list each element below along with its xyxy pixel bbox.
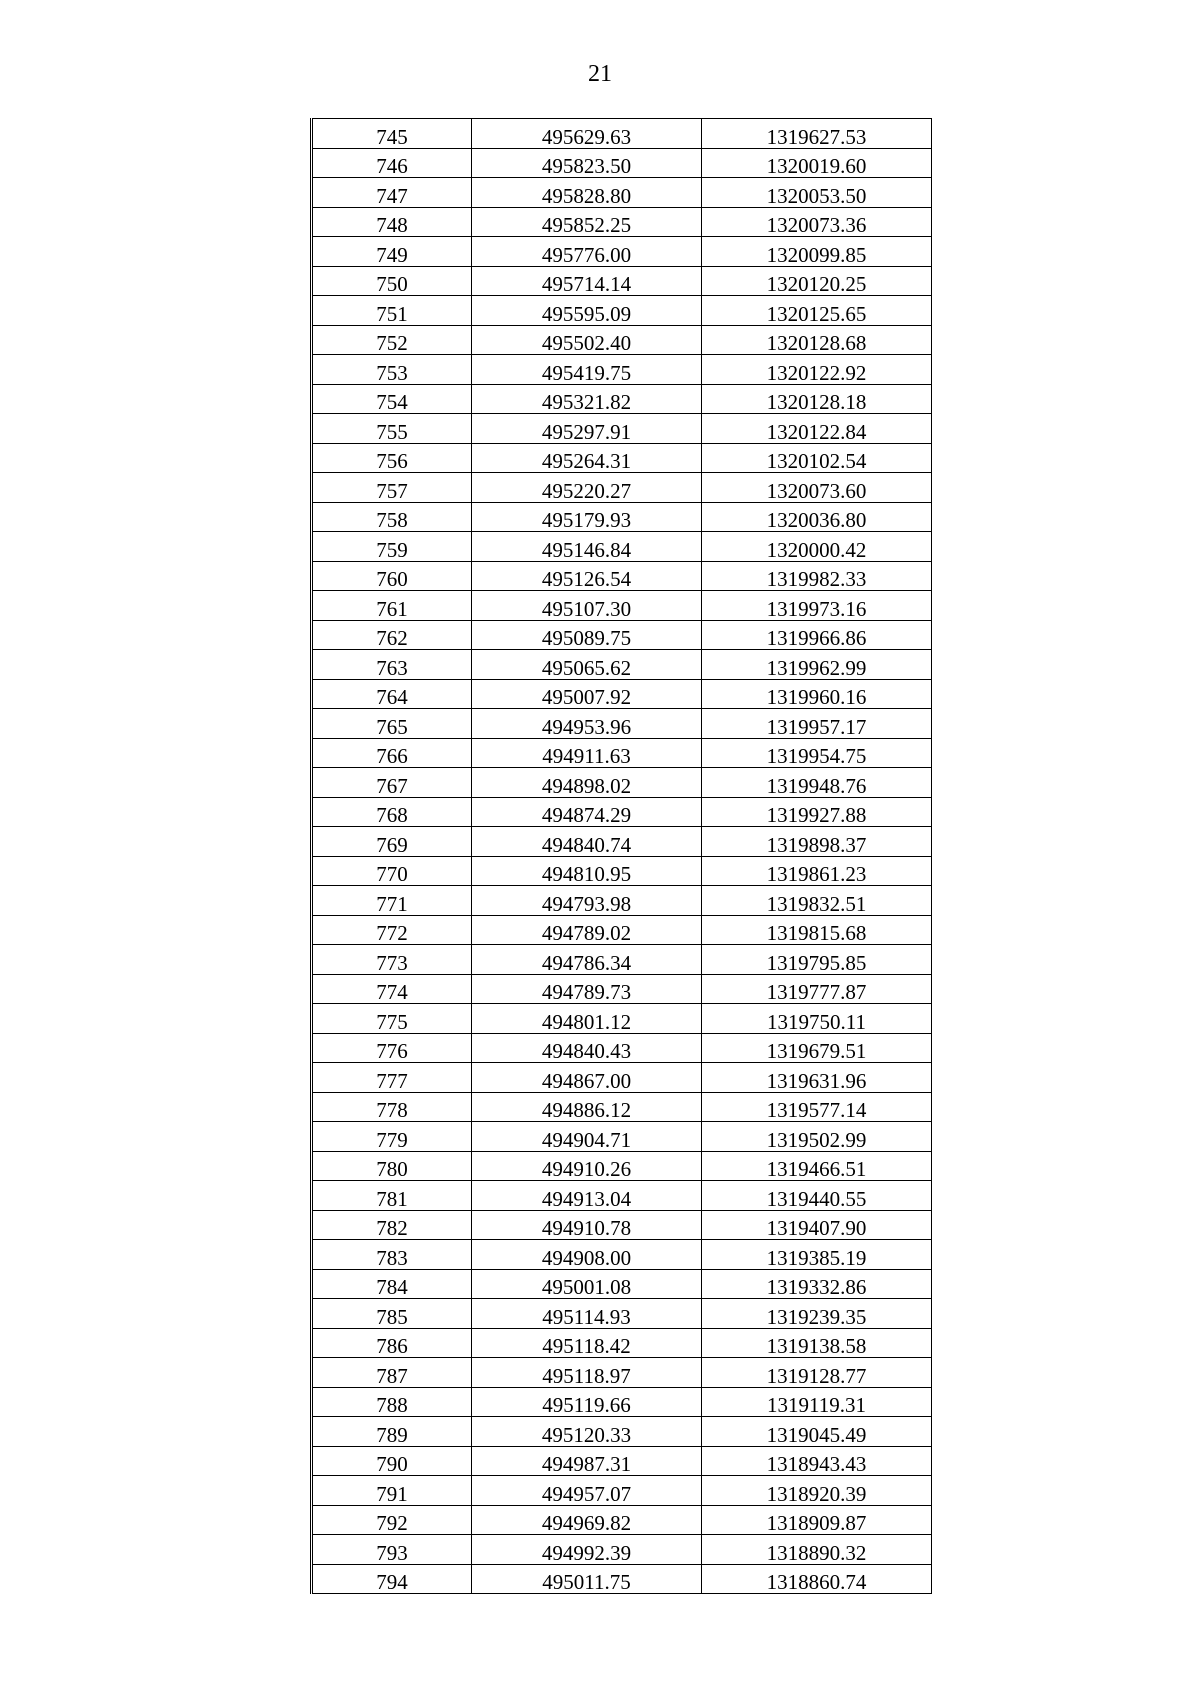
table-row [312, 650, 932, 680]
table-row [312, 1505, 932, 1535]
y-coordinate-cell: 1318890.32 [702, 1535, 932, 1565]
x-coordinate-cell: 494886.12 [472, 1092, 702, 1122]
y-coordinate-cell: 1319045.49 [702, 1417, 932, 1447]
table-row [312, 709, 932, 739]
table-row [312, 561, 932, 591]
point-number-cell: 787 [312, 1358, 472, 1388]
x-coordinate-cell: 495114.93 [472, 1299, 702, 1329]
y-coordinate-cell: 1319982.33 [702, 561, 932, 591]
point-number-cell: 768 [312, 797, 472, 827]
x-coordinate-cell: 494840.43 [472, 1033, 702, 1063]
point-number-cell: 760 [312, 561, 472, 591]
point-number-cell: 747 [312, 178, 472, 208]
table-row [312, 1181, 932, 1211]
x-coordinate-cell: 495146.84 [472, 532, 702, 562]
y-coordinate-cell: 1320019.60 [702, 148, 932, 178]
table-row [312, 945, 932, 975]
x-coordinate-cell: 494992.39 [472, 1535, 702, 1565]
point-number-cell: 750 [312, 266, 472, 296]
table-row [312, 1240, 932, 1270]
y-coordinate-cell: 1318920.39 [702, 1476, 932, 1506]
table-row [312, 1092, 932, 1122]
table-row [312, 1004, 932, 1034]
point-number-cell: 776 [312, 1033, 472, 1063]
table-row [312, 974, 932, 1004]
table-row [312, 1151, 932, 1181]
x-coordinate-cell: 494840.74 [472, 827, 702, 857]
point-number-cell: 786 [312, 1328, 472, 1358]
y-coordinate-cell: 1320120.25 [702, 266, 932, 296]
point-number-cell: 755 [312, 414, 472, 444]
x-coordinate-cell: 495502.40 [472, 325, 702, 355]
y-coordinate-cell: 1319973.16 [702, 591, 932, 621]
y-coordinate-cell: 1319954.75 [702, 738, 932, 768]
y-coordinate-cell: 1319239.35 [702, 1299, 932, 1329]
y-coordinate-cell: 1320122.84 [702, 414, 932, 444]
x-coordinate-cell: 495107.30 [472, 591, 702, 621]
point-number-cell: 785 [312, 1299, 472, 1329]
table-row [312, 679, 932, 709]
table-row [312, 325, 932, 355]
y-coordinate-cell: 1319502.99 [702, 1122, 932, 1152]
page-number: 21 [588, 61, 612, 87]
y-coordinate-cell: 1319948.76 [702, 768, 932, 798]
point-number-cell: 745 [312, 119, 472, 149]
x-coordinate-cell: 495419.75 [472, 355, 702, 385]
point-number-cell: 777 [312, 1063, 472, 1093]
x-coordinate-cell: 495065.62 [472, 650, 702, 680]
point-number-cell: 794 [312, 1564, 472, 1594]
point-number-cell: 770 [312, 856, 472, 886]
y-coordinate-cell: 1319679.51 [702, 1033, 932, 1063]
y-coordinate-cell: 1319960.16 [702, 679, 932, 709]
table-row [312, 738, 932, 768]
y-coordinate-cell: 1319407.90 [702, 1210, 932, 1240]
table-row [312, 1063, 932, 1093]
table-row [312, 856, 932, 886]
table-row [312, 119, 932, 149]
point-number-cell: 775 [312, 1004, 472, 1034]
point-number-cell: 751 [312, 296, 472, 326]
point-number-cell: 781 [312, 1181, 472, 1211]
point-number-cell: 764 [312, 679, 472, 709]
x-coordinate-cell: 494904.71 [472, 1122, 702, 1152]
y-coordinate-cell: 1320102.54 [702, 443, 932, 473]
x-coordinate-cell: 495629.63 [472, 119, 702, 149]
point-number-cell: 765 [312, 709, 472, 739]
table-row [312, 443, 932, 473]
table-row [312, 414, 932, 444]
y-coordinate-cell: 1319750.11 [702, 1004, 932, 1034]
point-number-cell: 784 [312, 1269, 472, 1299]
x-coordinate-cell: 494789.02 [472, 915, 702, 945]
x-coordinate-cell: 495011.75 [472, 1564, 702, 1594]
x-coordinate-cell: 494801.12 [472, 1004, 702, 1034]
table-row [312, 1564, 932, 1594]
y-coordinate-cell: 1319138.58 [702, 1328, 932, 1358]
table-row [312, 473, 932, 503]
y-coordinate-cell: 1318943.43 [702, 1446, 932, 1476]
point-number-cell: 762 [312, 620, 472, 650]
x-coordinate-cell: 495118.42 [472, 1328, 702, 1358]
y-coordinate-cell: 1320000.42 [702, 532, 932, 562]
point-number-cell: 782 [312, 1210, 472, 1240]
table-row [312, 827, 932, 857]
table-row [312, 1446, 932, 1476]
x-coordinate-cell: 495007.92 [472, 679, 702, 709]
x-coordinate-cell: 494910.26 [472, 1151, 702, 1181]
y-coordinate-cell: 1319332.86 [702, 1269, 932, 1299]
table-row [312, 620, 932, 650]
y-coordinate-cell: 1320122.92 [702, 355, 932, 385]
table-row [312, 1387, 932, 1417]
x-coordinate-cell: 495001.08 [472, 1269, 702, 1299]
y-coordinate-cell: 1319966.86 [702, 620, 932, 650]
y-coordinate-cell: 1320036.80 [702, 502, 932, 532]
table-row [312, 886, 932, 916]
x-coordinate-cell: 494867.00 [472, 1063, 702, 1093]
table-row [312, 502, 932, 532]
point-number-cell: 779 [312, 1122, 472, 1152]
y-coordinate-cell: 1319815.68 [702, 915, 932, 945]
y-coordinate-cell: 1319128.77 [702, 1358, 932, 1388]
table-row [312, 1358, 932, 1388]
y-coordinate-cell: 1319861.23 [702, 856, 932, 886]
coordinates-table-body [312, 119, 932, 1594]
y-coordinate-cell: 1319577.14 [702, 1092, 932, 1122]
table-row [312, 1122, 932, 1152]
table-row [312, 532, 932, 562]
y-coordinate-cell: 1320053.50 [702, 178, 932, 208]
point-number-cell: 772 [312, 915, 472, 945]
point-number-cell: 790 [312, 1446, 472, 1476]
table-row [312, 266, 932, 296]
y-coordinate-cell: 1319631.96 [702, 1063, 932, 1093]
x-coordinate-cell: 495823.50 [472, 148, 702, 178]
table-row [312, 355, 932, 385]
x-coordinate-cell: 494957.07 [472, 1476, 702, 1506]
table-row [312, 1417, 932, 1447]
x-coordinate-cell: 495714.14 [472, 266, 702, 296]
x-coordinate-cell: 495119.66 [472, 1387, 702, 1417]
x-coordinate-cell: 495776.00 [472, 237, 702, 267]
point-number-cell: 748 [312, 207, 472, 237]
y-coordinate-cell: 1320073.36 [702, 207, 932, 237]
table-row [312, 207, 932, 237]
point-number-cell: 769 [312, 827, 472, 857]
x-coordinate-cell: 494810.95 [472, 856, 702, 886]
point-number-cell: 791 [312, 1476, 472, 1506]
point-number-cell: 761 [312, 591, 472, 621]
x-coordinate-cell: 495828.80 [472, 178, 702, 208]
x-coordinate-cell: 494910.78 [472, 1210, 702, 1240]
y-coordinate-cell: 1319898.37 [702, 827, 932, 857]
x-coordinate-cell: 494913.04 [472, 1181, 702, 1211]
point-number-cell: 759 [312, 532, 472, 562]
x-coordinate-cell: 494898.02 [472, 768, 702, 798]
point-number-cell: 771 [312, 886, 472, 916]
table-row [312, 1269, 932, 1299]
table-row [312, 384, 932, 414]
x-coordinate-cell: 494793.98 [472, 886, 702, 916]
y-coordinate-cell: 1319440.55 [702, 1181, 932, 1211]
x-coordinate-cell: 495089.75 [472, 620, 702, 650]
x-coordinate-cell: 495321.82 [472, 384, 702, 414]
y-coordinate-cell: 1319962.99 [702, 650, 932, 680]
table-row [312, 1033, 932, 1063]
y-coordinate-cell: 1320128.18 [702, 384, 932, 414]
table-row [312, 237, 932, 267]
y-coordinate-cell: 1319627.53 [702, 119, 932, 149]
x-coordinate-cell: 495118.97 [472, 1358, 702, 1388]
x-coordinate-cell: 495126.54 [472, 561, 702, 591]
x-coordinate-cell: 495595.09 [472, 296, 702, 326]
x-coordinate-cell: 494969.82 [472, 1505, 702, 1535]
x-coordinate-cell: 495852.25 [472, 207, 702, 237]
y-coordinate-cell: 1319777.87 [702, 974, 932, 1004]
y-coordinate-cell: 1320073.60 [702, 473, 932, 503]
point-number-cell: 757 [312, 473, 472, 503]
point-number-cell: 753 [312, 355, 472, 385]
y-coordinate-cell: 1320125.65 [702, 296, 932, 326]
x-coordinate-cell: 495264.31 [472, 443, 702, 473]
x-coordinate-cell: 494789.73 [472, 974, 702, 1004]
x-coordinate-cell: 494908.00 [472, 1240, 702, 1270]
x-coordinate-cell: 494911.63 [472, 738, 702, 768]
point-number-cell: 749 [312, 237, 472, 267]
x-coordinate-cell: 495297.91 [472, 414, 702, 444]
point-number-cell: 778 [312, 1092, 472, 1122]
table-row [312, 797, 932, 827]
x-coordinate-cell: 494987.31 [472, 1446, 702, 1476]
table-row [312, 1299, 932, 1329]
y-coordinate-cell: 1320128.68 [702, 325, 932, 355]
x-coordinate-cell: 494874.29 [472, 797, 702, 827]
table-row [312, 1476, 932, 1506]
point-number-cell: 783 [312, 1240, 472, 1270]
table-row [312, 768, 932, 798]
table-row [312, 591, 932, 621]
point-number-cell: 773 [312, 945, 472, 975]
table-row [312, 1328, 932, 1358]
y-coordinate-cell: 1319795.85 [702, 945, 932, 975]
point-number-cell: 758 [312, 502, 472, 532]
point-number-cell: 789 [312, 1417, 472, 1447]
y-coordinate-cell: 1318909.87 [702, 1505, 932, 1535]
table-row [312, 296, 932, 326]
point-number-cell: 754 [312, 384, 472, 414]
x-coordinate-cell: 495220.27 [472, 473, 702, 503]
x-coordinate-cell: 495120.33 [472, 1417, 702, 1447]
point-number-cell: 793 [312, 1535, 472, 1565]
point-number-cell: 756 [312, 443, 472, 473]
table-row [312, 1210, 932, 1240]
table-row [312, 148, 932, 178]
x-coordinate-cell: 494953.96 [472, 709, 702, 739]
point-number-cell: 788 [312, 1387, 472, 1417]
point-number-cell: 767 [312, 768, 472, 798]
y-coordinate-cell: 1319927.88 [702, 797, 932, 827]
y-coordinate-cell: 1318860.74 [702, 1564, 932, 1594]
point-number-cell: 780 [312, 1151, 472, 1181]
point-number-cell: 763 [312, 650, 472, 680]
y-coordinate-cell: 1319119.31 [702, 1387, 932, 1417]
y-coordinate-cell: 1319385.19 [702, 1240, 932, 1270]
y-coordinate-cell: 1319832.51 [702, 886, 932, 916]
table-row [312, 915, 932, 945]
point-number-cell: 766 [312, 738, 472, 768]
x-coordinate-cell: 495179.93 [472, 502, 702, 532]
x-coordinate-cell: 494786.34 [472, 945, 702, 975]
point-number-cell: 792 [312, 1505, 472, 1535]
table-row [312, 1535, 932, 1565]
y-coordinate-cell: 1319466.51 [702, 1151, 932, 1181]
table-row [312, 178, 932, 208]
point-number-cell: 752 [312, 325, 472, 355]
y-coordinate-cell: 1319957.17 [702, 709, 932, 739]
coordinates-table [310, 118, 932, 1594]
y-coordinate-cell: 1320099.85 [702, 237, 932, 267]
point-number-cell: 774 [312, 974, 472, 1004]
point-number-cell: 746 [312, 148, 472, 178]
